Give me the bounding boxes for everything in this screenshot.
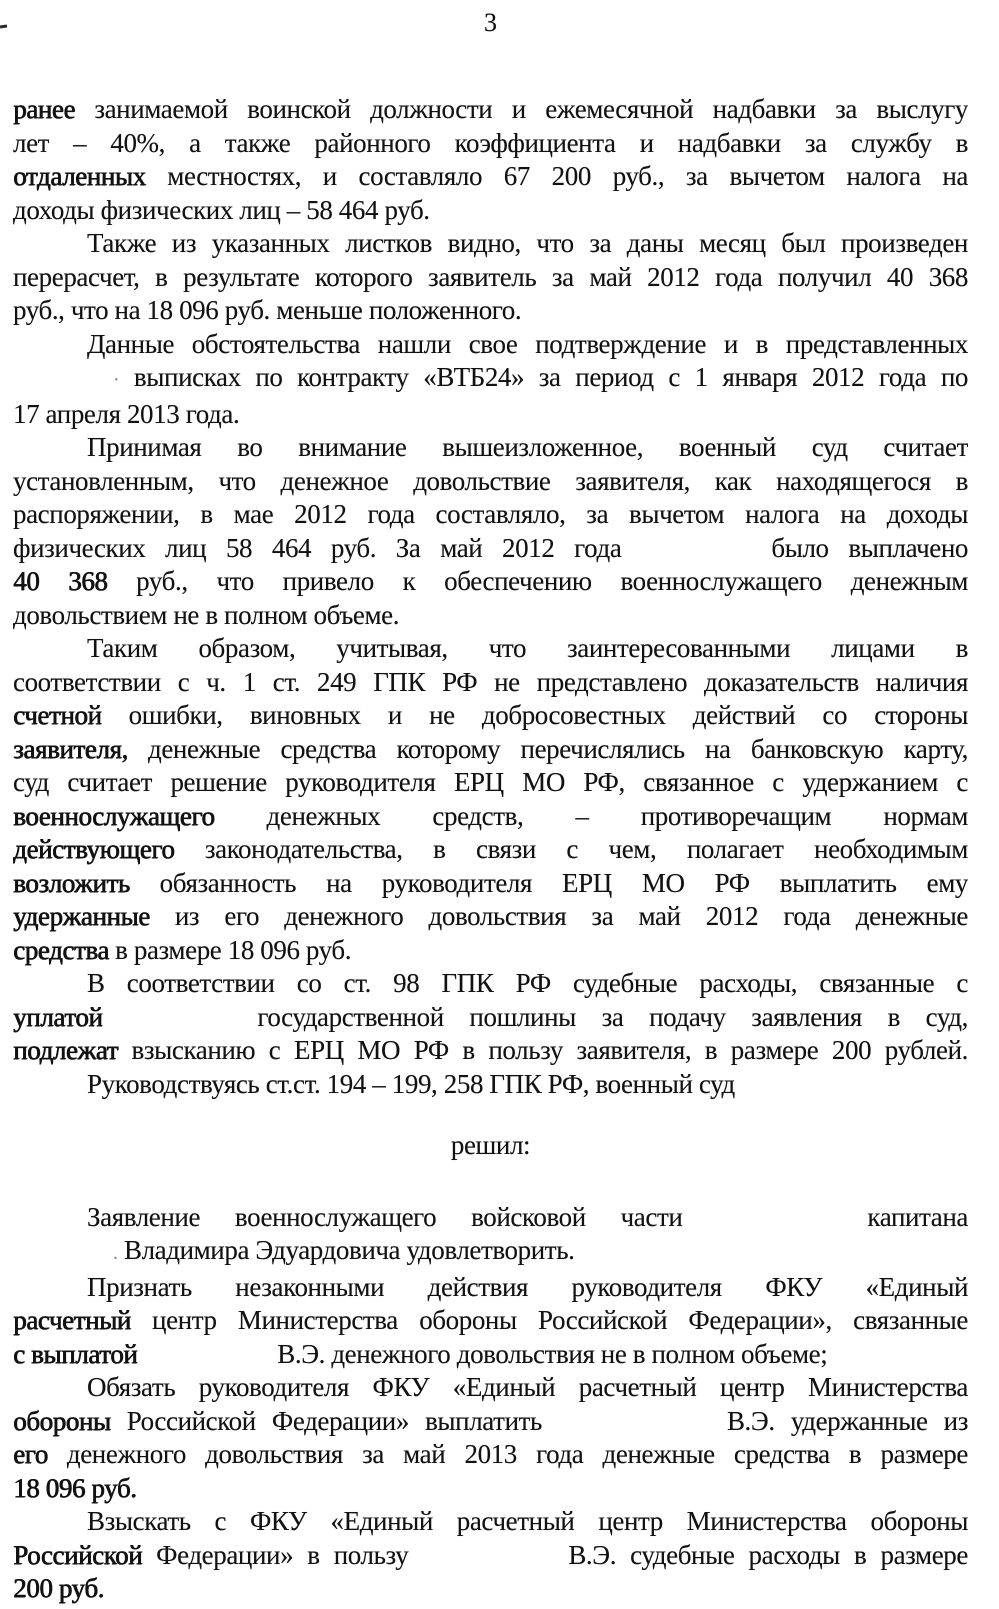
text-line — [13, 800, 968, 834]
text-line — [13, 1304, 968, 1338]
text-line — [13, 361, 968, 398]
text-segment: удержанные — [13, 901, 150, 931]
redaction-gap — [682, 1225, 867, 1226]
text-segment: Данные обстоятельства нашли свое подтверждение и в представленных — [87, 328, 968, 359]
text-segment: В.Э. судебные расходы в размере — [568, 1539, 968, 1570]
text-line — [13, 93, 968, 127]
text-segment: занимаемой воинской должности и ежемесячной надбавки за выслугу — [74, 94, 968, 124]
paragraph — [13, 632, 968, 967]
text-segment: действующего — [13, 834, 175, 864]
text-segment: В.Э. удержанные из — [726, 1405, 968, 1436]
text-segment: расчетный — [13, 1305, 131, 1335]
text-line — [13, 632, 968, 666]
text-line — [13, 127, 968, 161]
text-segment: 200 руб. — [13, 1573, 104, 1603]
text-line — [13, 1034, 968, 1068]
resolution-body — [13, 1201, 968, 1606]
text-line — [13, 900, 968, 934]
redaction-gap — [542, 1429, 727, 1430]
text-segment: Также из указанных листков видно, что за даны месяц был произведен — [87, 228, 968, 258]
text-line — [13, 733, 968, 767]
text-segment: счетной — [13, 700, 102, 730]
text-line — [13, 294, 968, 328]
text-line — [13, 934, 968, 968]
paragraph — [13, 431, 968, 632]
text-line — [13, 599, 968, 633]
text-line — [13, 1234, 968, 1271]
text-line — [13, 498, 968, 532]
text-line — [13, 261, 968, 295]
text-segment: Таким образом, учитывая, что заинтересованными лицами в — [87, 633, 968, 663]
text-line — [13, 1371, 968, 1405]
text-segment: В соответствии со ст. 98 ГПК РФ судебные расходы, связанные с — [87, 968, 968, 998]
text-segment: суд считает решение руководителя ЕРЦ МО РФ, связанное с удержанием с — [13, 767, 968, 797]
redaction-gap — [102, 1025, 257, 1026]
text-line — [13, 1271, 968, 1305]
scan-artifact-dot: · — [113, 369, 120, 391]
text-segment: ошибки, виновных и не добросовестных действий со стороны — [101, 700, 968, 730]
text-segment: государственной пошлины за подачу заявления в суд, — [257, 1001, 968, 1032]
text-segment: Руководствуясь ст.ст. 194 – 199, 258 ГПК РФ, военный суд — [87, 1068, 735, 1099]
text-segment: уплатой — [13, 1001, 103, 1032]
text-line — [13, 1539, 968, 1573]
text-segment: с выплатой — [13, 1338, 138, 1369]
text-line — [13, 699, 968, 733]
text-segment: заявителя, — [13, 733, 128, 764]
resolution-heading: решил: — [450, 1130, 531, 1160]
text-line — [13, 967, 968, 1001]
paragraph — [13, 93, 968, 227]
page-number: 3 — [484, 8, 497, 37]
text-line — [13, 1572, 968, 1606]
text-segment: соответствии с ч. 1 ст. 249 ГПК РФ не представлено доказательств наличия — [13, 666, 968, 697]
text-segment: 18 096 руб. — [13, 1472, 137, 1503]
text-segment: Владимира Эдуардовича удовлетворить. — [117, 1235, 575, 1265]
text-segment: местностях, и составляло 67 200 руб., за вычетом налога на — [145, 161, 968, 191]
text-segment: Заявление военнослужащего войсковой части — [87, 1201, 683, 1232]
text-line — [13, 565, 968, 599]
text-segment: военнослужащего — [13, 800, 215, 831]
redaction-gap — [137, 1362, 277, 1363]
text-segment: физических лиц 58 464 руб. За май 2012 года — [13, 532, 622, 563]
scan-artifact-mark — [0, 25, 7, 29]
text-segment: довольствием не в полном объеме. — [13, 599, 400, 630]
text-segment: руб., что на 18 096 руб. меньше положенного. — [13, 295, 522, 325]
paragraph — [13, 1271, 968, 1372]
text-line — [13, 227, 968, 261]
text-line — [13, 1001, 968, 1035]
text-segment: взысканию с ЕРЦ МО РФ в пользу заявителя, в размере 200 рублей. — [117, 1035, 968, 1065]
text-segment: выписках по контракту «ВТБ24» за период с 1 января 2012 года по — [119, 362, 968, 392]
text-segment: из его денежного довольствия за май 2012 года денежные — [149, 901, 968, 931]
text-segment: перерасчет, в результате которого заявитель за май 2012 года получил 40 368 — [13, 261, 968, 292]
text-segment: отдаленных — [13, 161, 146, 191]
paragraph — [13, 967, 968, 1068]
text-segment: его — [13, 1439, 48, 1469]
text-segment: центр Министерства обороны Российской Федерации», связанные — [130, 1305, 968, 1335]
text-segment: Взыскать с ФКУ «Единый расчетный центр Министерства обороны — [87, 1506, 968, 1536]
paragraph — [13, 1505, 968, 1606]
text-line — [13, 1438, 968, 1472]
text-line — [13, 833, 968, 867]
text-segment: установленным, что денежное довольствие заявителя, как находящегося в — [13, 465, 968, 496]
text-line — [13, 160, 968, 194]
text-segment: руб., что привело к обеспечению военнослужащего денежным — [107, 566, 968, 596]
scan-artifact-dot: . — [113, 1242, 118, 1264]
text-segment: денежные средства которому перечислялись на банковскую карту, — [127, 733, 968, 764]
text-line — [13, 666, 968, 700]
text-segment: возложить — [13, 867, 130, 898]
text-segment: Федерации» в пользу — [142, 1539, 409, 1570]
text-line — [13, 398, 968, 432]
text-segment: распоряжении, в мае 2012 года составляло, за вычетом налога на доходы — [13, 499, 968, 529]
text-line — [13, 532, 968, 566]
text-segment: обороны — [13, 1405, 111, 1436]
text-segment: 40 368 — [13, 566, 108, 596]
text-segment: капитана — [867, 1201, 968, 1232]
text-segment: Российской Федерации» выплатить — [110, 1405, 542, 1436]
text-line — [13, 465, 968, 499]
text-line — [13, 766, 968, 800]
redaction-gap — [408, 1563, 568, 1564]
text-line — [13, 1338, 968, 1372]
text-segment: законодательства, в связи с чем, полагает необходимым — [174, 834, 968, 864]
text-segment: денежных средств, – противоречащим нормам — [214, 800, 968, 831]
text-line — [13, 1201, 968, 1235]
text-segment: ранее — [13, 94, 75, 124]
text-segment: подлежат — [13, 1035, 118, 1065]
paragraph — [13, 1201, 968, 1271]
text-segment: 17 апреля 2013 года. — [13, 398, 240, 429]
paragraph — [13, 1068, 968, 1102]
text-segment: Российской — [13, 1539, 143, 1570]
document-body — [13, 93, 968, 1101]
text-segment: доходы физических лиц – 58 464 руб. — [13, 194, 430, 225]
text-segment: Признать незаконными действия руководителя ФКУ «Единый — [87, 1271, 968, 1302]
text-segment: лет – 40%, а также районного коэффициента и надбавки за службу в — [13, 127, 968, 158]
text-segment: денежного довольствия за май 2013 года денежные средства в размере — [47, 1439, 968, 1469]
text-line — [13, 1405, 968, 1439]
text-line — [13, 1505, 968, 1539]
text-line — [13, 431, 968, 465]
redaction-gap — [621, 556, 771, 557]
paragraph — [13, 1371, 968, 1505]
text-segment: обязанность на руководителя ЕРЦ МО РФ выплатить ему — [129, 867, 968, 898]
paragraph — [13, 227, 968, 328]
text-segment: в размере 18 096 руб. — [108, 934, 352, 965]
text-line — [13, 1472, 968, 1506]
text-segment: В.Э. денежного довольствия не в полном объеме; — [277, 1338, 828, 1369]
text-line — [13, 1068, 968, 1102]
text-line — [13, 328, 968, 362]
text-segment: средства — [13, 934, 109, 965]
paragraph — [13, 328, 968, 432]
text-segment: Принимая во внимание вышеизложенное, военный суд считает — [87, 432, 968, 462]
text-segment: Обязать руководителя ФКУ «Единый расчетный центр Министерства — [87, 1372, 968, 1402]
text-line — [13, 194, 968, 228]
text-line — [13, 867, 968, 901]
text-segment: было выплачено — [771, 532, 968, 563]
